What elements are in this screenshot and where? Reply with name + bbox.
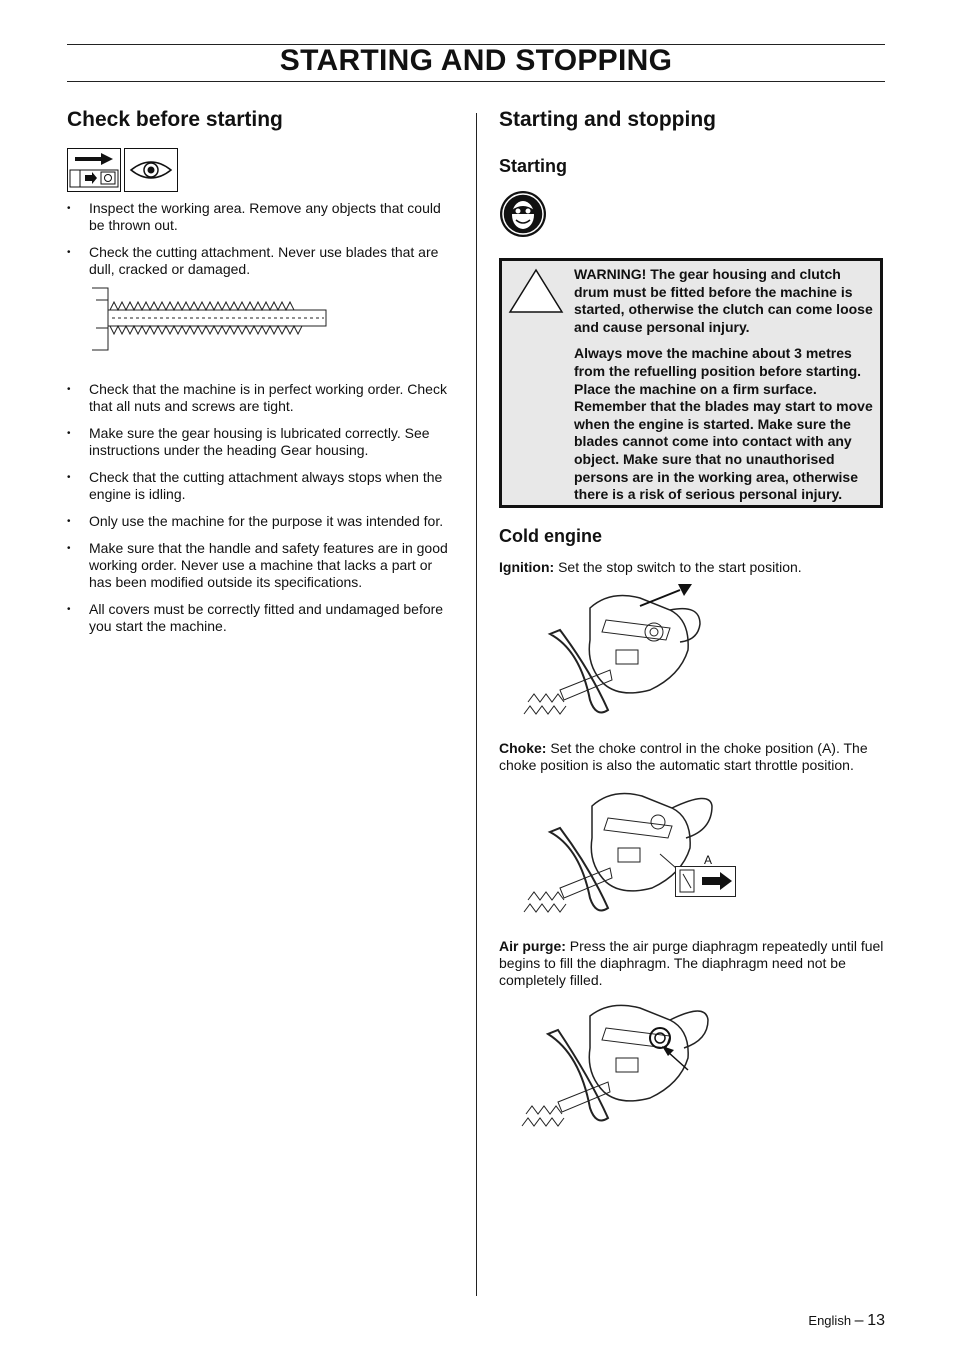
warning-box [499, 258, 883, 508]
starting-subheading: Starting [499, 156, 568, 176]
warning-paragraph-1: WARNING! The gear housing and clutch drum must be fitted before the machine is started, otherwise the clutch can come loose and cause personal injury. [574, 266, 873, 335]
choke-label: Choke: [499, 740, 547, 756]
warning-paragraph-2: Always move the machine about 3 metres from the refuelling position before starting. Place the machine on a firm surface. Remember that the blades may start to move when the engine is started. Make sure the blades cannot come into contact with any object. Make sure that no unauthorised persons are in the working area, otherwise there is a risk of serious personal injury. [574, 345, 873, 503]
warning-triangle-icon [508, 268, 564, 314]
page-title: STARTING AND STOPPING [279, 44, 673, 77]
header-rule-bottom [67, 81, 885, 82]
choke-instruction [499, 740, 885, 774]
choke-position-label: A [704, 853, 713, 867]
manual-read-icon [67, 148, 179, 192]
list-item: • Check the cutting attachment. Never use blades that are dull, cracked or damaged. [67, 244, 457, 278]
list-item: • All covers must be correctly fitted and undamaged before you start the machine. [67, 601, 457, 635]
air-purge-label: Air purge: [499, 938, 566, 954]
air-purge-instruction [499, 938, 885, 989]
list-item: • Make sure the gear housing is lubricated correctly. See instructions under the heading Gear housing. [67, 425, 457, 459]
page-footer [808, 1312, 885, 1330]
page-number: 13 [867, 1312, 885, 1329]
choke-text: Set the choke control in the choke position (A). The choke position is also the automatic start throttle position. [499, 740, 868, 773]
air-purge-text: Press the air purge diaphragm repeatedly until fuel begins to fill the diaphragm. The diaphragm need not be completely filled. [499, 938, 884, 988]
ignition-machine-illustration [520, 580, 710, 722]
starting-and-stopping-heading: Starting and stopping [499, 108, 716, 131]
check-list-a [67, 200, 457, 288]
footer-dash: – [854, 1312, 864, 1329]
ignition-instruction [499, 559, 885, 576]
ignition-label: Ignition: [499, 559, 555, 575]
blade-illustration [90, 284, 330, 354]
column-divider [476, 113, 477, 1296]
list-item: • Make sure that the handle and safety features are in good working order. Never use a machine that lacks a part or has been modified outside its specifications. [67, 540, 457, 591]
list-item: • Check that the cutting attachment always stops when the engine is idling. [67, 469, 457, 503]
choke-machine-illustration [520, 780, 740, 920]
warning-text [574, 266, 879, 513]
check-list-b [67, 381, 457, 645]
list-item: • Only use the machine for the purpose it was intended for. [67, 513, 457, 530]
footer-language: English [808, 1313, 852, 1328]
air-purge-machine-illustration [518, 994, 718, 1134]
check-before-starting-heading: Check before starting [67, 108, 283, 131]
list-item: • Check that the machine is in perfect working order. Check that all nuts and screws are tight. [67, 381, 457, 415]
cold-engine-heading: Cold engine [499, 526, 602, 546]
list-item: • Inspect the working area. Remove any objects that could be thrown out. [67, 200, 457, 234]
protective-equipment-icon [499, 190, 547, 238]
ignition-text: Set the stop switch to the start position. [554, 559, 802, 575]
